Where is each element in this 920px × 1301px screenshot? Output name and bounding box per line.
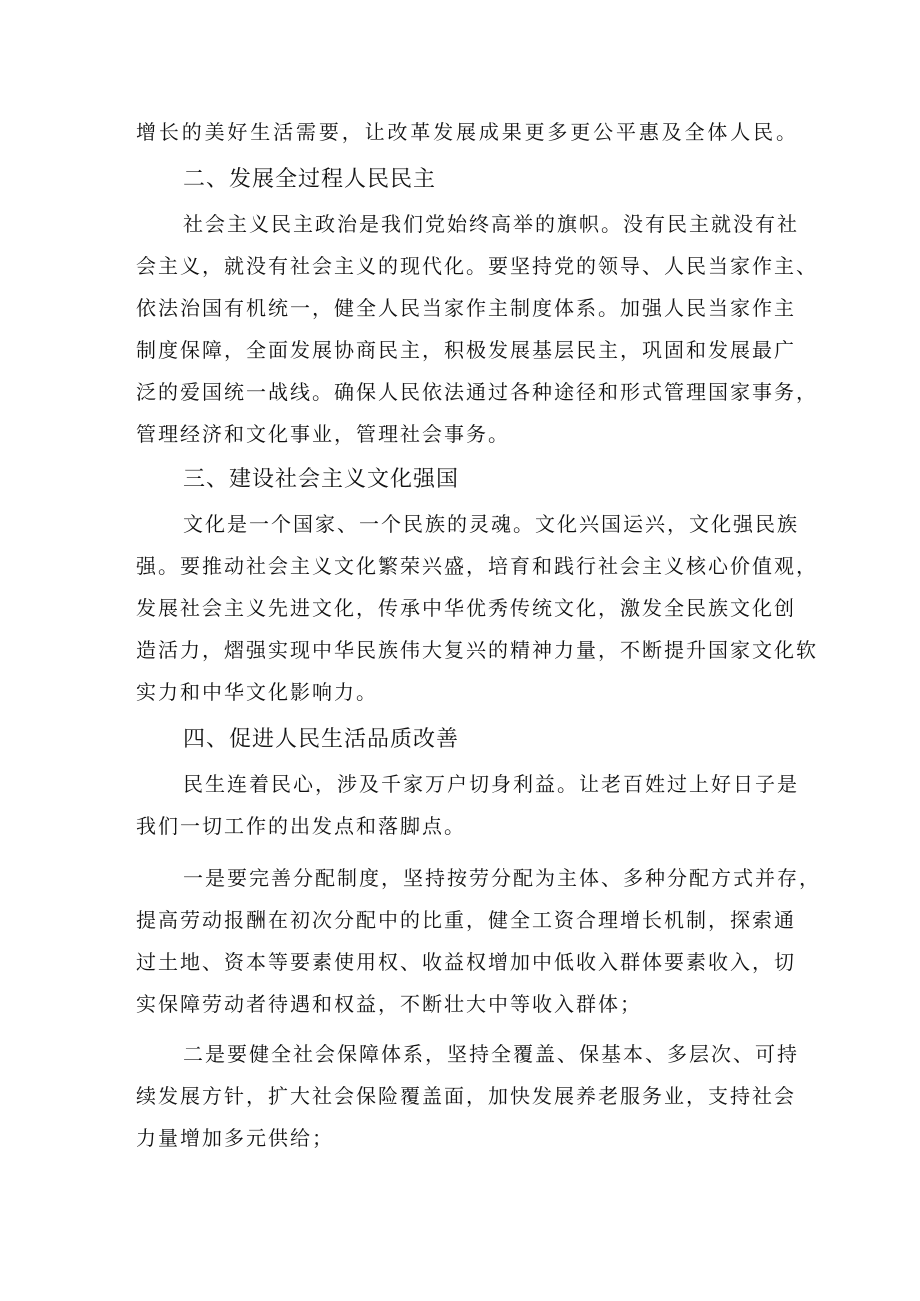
- section-heading: 四、促进人民生活品质改善: [183, 727, 460, 752]
- paragraph-line: 一是要完善分配制度，坚持按劳分配为主体、多种分配方式并存，: [183, 866, 821, 890]
- paragraph-line: 过土地、资本等要素使用权、收益权增加中低收入群体要素收入，切: [136, 950, 796, 974]
- paragraph-line: 提高劳动报酬在初次分配中的比重，健全工资合理增长机制，探索通: [136, 908, 796, 932]
- paragraph-line: 实保障劳动者待遇和权益，不断壮大中等收入群体；: [136, 992, 642, 1016]
- paragraph-line: 力量增加多元供给；: [136, 1126, 334, 1150]
- paragraph-line: 民生连着民心，涉及千家万户切身利益。让老百姓过上好日子是: [183, 772, 799, 796]
- section-heading: 二、发展全过程人民民主: [183, 167, 437, 192]
- paragraph-line: 泛的爱国统一战线。确保人民依法通过各种途径和形式管理国家事务，: [136, 380, 818, 404]
- paragraph-line: 管理经济和文化事业，管理社会事务。: [136, 422, 510, 446]
- paragraph-line: 依法治国有机统一，健全人民当家作主制度体系。加强人民当家作主: [136, 296, 796, 320]
- paragraph-line: 制度保障，全面发展协商民主，积极发展基层民主，巩固和发展最广: [136, 338, 796, 362]
- paragraph-line: 会主义，就没有社会主义的现代化。要坚持党的领导、人民当家作主、: [136, 254, 818, 278]
- paragraph-line: 增长的美好生活需要，让改革发展成果更多更公平惠及全体人民。: [136, 120, 798, 144]
- paragraph-line: 发展社会主义先进文化，传承中华优秀传统文化，激发全民族文化创: [136, 596, 796, 620]
- paragraph-line: 实力和中华文化影响力。: [136, 680, 378, 704]
- paragraph-line: 社会主义民主政治是我们党始终高举的旗帜。没有民主就没有社: [183, 212, 799, 236]
- paragraph-line: 强。要推动社会主义文化繁荣兴盛，培育和践行社会主义核心价值观，: [136, 554, 818, 578]
- paragraph-line: 二是要健全社会保障体系，坚持全覆盖、保基本、多层次、可持: [183, 1042, 799, 1066]
- paragraph-line: 造活力，熠强实现中华民族伟大复兴的精神力量，不断提升国家文化软: [136, 638, 818, 662]
- section-heading: 三、建设社会主义文化强国: [183, 467, 460, 492]
- paragraph-line: 文化是一个国家、一个民族的灵魂。文化兴国运兴，文化强民族: [183, 512, 799, 536]
- paragraph-line: 续发展方针，扩大社会保险覆盖面，加快发展养老服务业，支持社会: [136, 1084, 796, 1108]
- paragraph-line: 我们一切工作的出发点和落脚点。: [136, 814, 466, 838]
